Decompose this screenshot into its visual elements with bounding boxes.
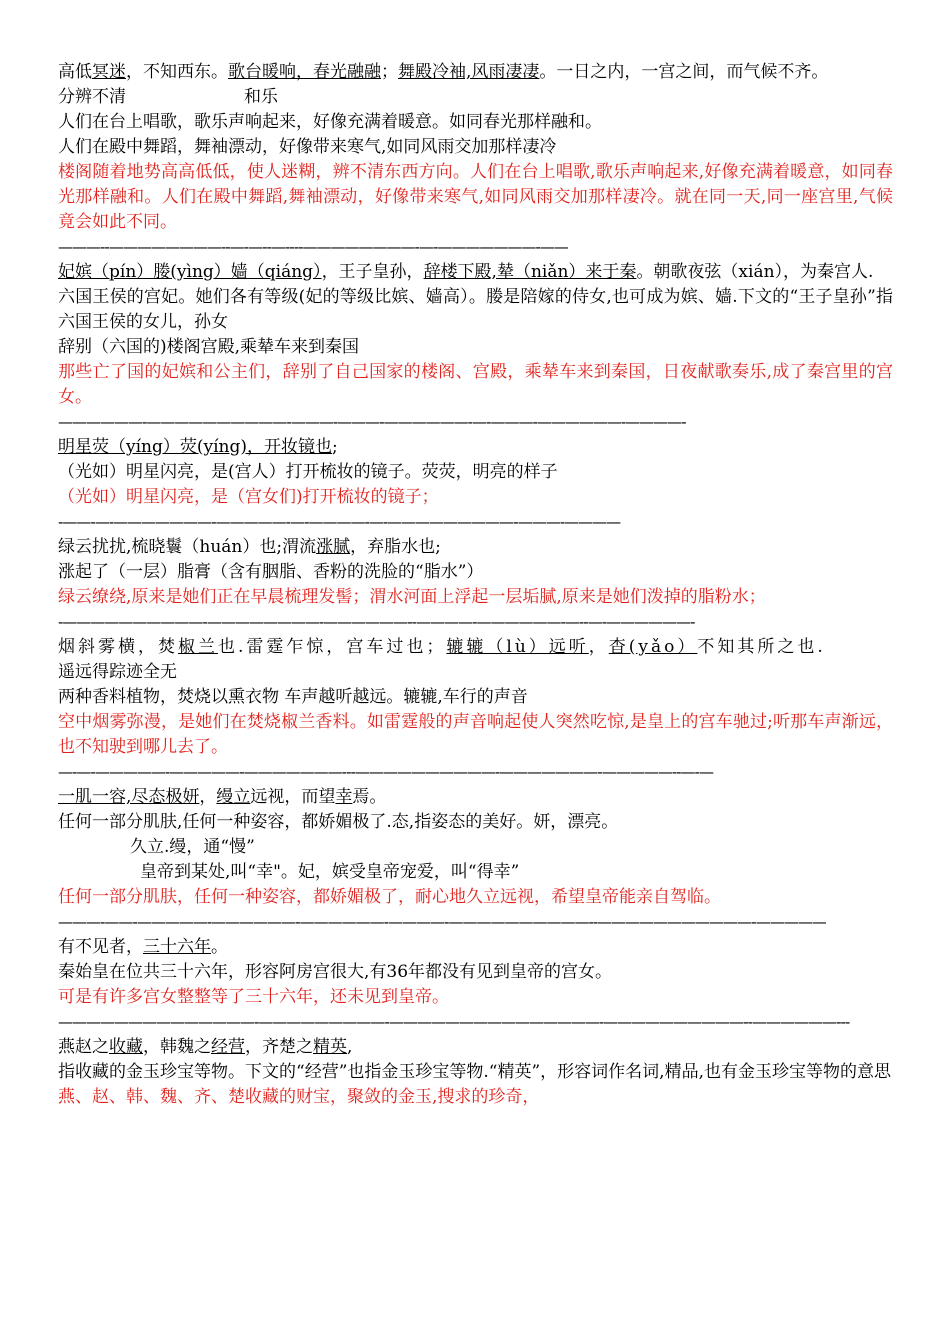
annotation-line: 秦始皇在位共三十六年，形容阿房宫很大,有36年都没有见到皇帝的宫女。 — [58, 962, 613, 982]
separator-line: ——————-——————————-———-———-——————-—-———-——————-————- — [58, 413, 686, 431]
source-text-line: 有不见者，三十六年。 — [58, 937, 228, 957]
separator-line: —-—-—————-—————-———————---——————————-———————-—————--—-— — [58, 763, 713, 781]
source-text-line: 妃嫔（pín）媵(yìng）嫱（qiáng），王子皇孙，辞楼下殿,辇（niǎn）来于秦。朝歌夜弦（xián），为秦宫人. — [58, 262, 874, 282]
translation-paragraph: 燕、赵、韩、魏、齐、楚收藏的财宝，聚敛的金玉,搜求的珍奇， — [58, 1087, 540, 1107]
annotation-line: （光如）明星闪亮，是(宫人）打开梳妆的镜子。荧荧，明亮的样子 — [58, 462, 558, 482]
annotation-line: 六国王侯的宫妃。她们各有等级(妃的等级比嫔、嫱高）。媵是陪嫁的侍女,也可成为嫔、嫱.下文的“王子皇孙”指六国王侯的女儿，孙女 — [58, 287, 893, 332]
source-text-line: 高低冥迷，不知西东。歌台暖响，春光融融；舞殿冷袖,风雨凄凄。一日之内，一宫之间，而气候不齐。 — [58, 62, 829, 82]
translation-paragraph: 那些亡了国的妃嫔和公主们，辞别了自己国家的楼阁、宫殿，乘辇车来到秦国，日夜献歌奏乐,成了秦宫里的宫女。 — [58, 362, 893, 407]
annotation-line: 两种香料植物，焚烧以熏衣物 车声越听越远。辘辘,车行的声音 — [58, 687, 528, 707]
source-text-line: 烟斜雾横，焚椒兰也.雷霆乍惊，宫车过也；辘辘（lù）远听，杳(yǎo）不知其所之也. — [58, 637, 826, 657]
translation-paragraph: 绿云缭绕,原来是她们正在早晨梳理发髻；渭水河面上浮起一层垢腻,原来是她们泼掉的脂粉水； — [58, 587, 766, 607]
annotation-line: 人们在殿中舞蹈，舞袖漂动，好像带来寒气,如同风雨交加那样凄冷 — [58, 137, 557, 157]
translation-paragraph: 可是有许多宫女整整等了三十六年，还未见到皇帝。 — [58, 987, 449, 1007]
annotation-line: 辞别（六国的)楼阁宫殿,乘辇车来到秦国 — [58, 337, 360, 357]
annotation-line: 久立.缦，通“慢” — [130, 837, 255, 857]
separator-line: ———--————————--—-—--—----————————-—-———————-—— — [58, 238, 568, 256]
translation-paragraph: （光如）明星闪亮，是（宫女们)打开梳妆的镜子； — [58, 487, 439, 507]
source-text-line: 燕赵之收藏，韩魏之经营，齐楚之精英, — [58, 1037, 353, 1057]
separator-line: ———-——-—————-——————-——————-————-——————————--———————————-————— — [58, 913, 826, 931]
source-text-line: 一肌一容,尽态极妍，缦立远视，而望幸焉。 — [58, 787, 387, 807]
annotation-line: 皇帝到某处,叫“幸"。妃，嫔受皇帝宠爱，叫“得幸” — [140, 862, 520, 882]
separator-line: -——————————-————————-——————--————-——————-—--—-——————- — [58, 613, 695, 631]
separator-line: ——————————————-—————————-———————————————-——————————--——————--- — [58, 1013, 850, 1031]
annotation-line: 任何一部分肌肤,任何一种姿容，都娇媚极了.态,指姿态的美好。妍，漂亮。 — [58, 812, 619, 832]
annotation-line: 遥远得踪迹全无 — [58, 662, 177, 682]
annotation-line: 涨起了（一层）脂膏（含有胭脂、香粉的洗脸的“脂水”） — [58, 562, 484, 582]
source-text-line: 绿云扰扰,梳晓鬟（huán）也;渭流涨腻，弃脂水也; — [58, 537, 441, 557]
translation-paragraph: 空中烟雾弥漫，是她们在焚烧椒兰香料。如雷霆般的声音响起使人突然吃惊,是皇上的宫车驰过;听那车声渐远，也不知驶到哪儿去了。 — [58, 712, 893, 757]
separator-line: -——-—-———————-—————-—-————-—-—————————-———-———— — [58, 513, 621, 531]
annotation-line: 人们在台上唱歌，歌乐声响起来，好像充满着暖意。如同春光那样融和。 — [58, 112, 602, 132]
annotation-line: 指收藏的金玉珍宝等物。下文的“经营”也指金玉珍宝等物.“精英”，形容词作名词,精品,也有金玉珍宝等物的意思 — [58, 1062, 891, 1082]
source-text-line: 明星荧（yíng）荧(yíng)，开妆镜也; — [58, 437, 338, 457]
translation-paragraph: 任何一部分肌肤，任何一种姿容，都娇媚极了，耐心地久立远视，希望皇帝能亲自驾临。 — [58, 887, 721, 907]
document-body — [58, 60, 893, 1110]
annotation-line: 分辨不清 和乐 — [58, 87, 278, 107]
translation-paragraph: 楼阁随着地势高高低低，使人迷糊，辨不清东西方向。人们在台上唱歌,歌乐声响起来,好像充满着暖意，如同春光那样融和。人们在殿中舞蹈,舞袖漂动，好像带来寒气,如同风雨交加那样凄冷。就在同一天,同一座宫里,气候竟会如此不同。 — [58, 162, 893, 232]
